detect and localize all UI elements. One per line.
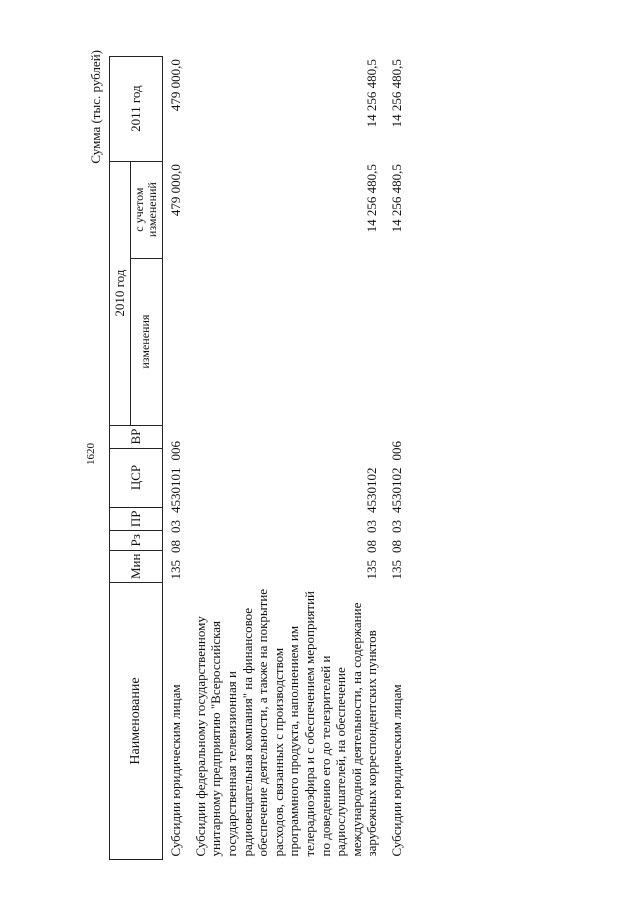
header-rz: Рз	[110, 531, 163, 550]
header-year-2011: 2011 год	[110, 56, 163, 161]
table-row	[163, 56, 188, 859]
units-label: Сумма (тыс. рублей)	[88, 50, 103, 164]
row-min: 135	[388, 560, 404, 580]
header-name: Наименование	[110, 583, 163, 860]
header-year-2010: 2010 год	[110, 161, 131, 425]
row-name: Субсидии юридическим лицам	[168, 684, 184, 857]
row-with-changes: 479 000,0	[168, 164, 184, 217]
row-name: Субсидии федеральному государственному унитарному предприятию "Всероссийская государственная телевизионная и радиовещательная компания" на финансовое обеспечение деятельности, а также на покрытие расходов, связанных с производством программного продукта, наполнением им телерадиоэфира и с обеспечением мероприятий по доведению его до телезрителей и радиослушателей, на обеспечение международной деятельности, на содержание зарубежных корреспондентских пунктов	[192, 588, 380, 857]
header-min: Мин	[110, 550, 163, 582]
row-2011: 479 000,0	[168, 59, 184, 112]
row-min: 135	[168, 560, 184, 580]
row-with-changes: 14 256 480,5	[364, 164, 380, 233]
header-vr: ВР	[110, 425, 163, 448]
row-pr: 03	[364, 520, 380, 533]
budget-table	[109, 56, 409, 860]
row-vr: 006	[168, 441, 184, 461]
row-changes	[188, 258, 384, 425]
page-number: 1620	[85, 443, 97, 465]
header-csr: ЦСР	[110, 448, 163, 507]
row-2011: 14 256 480,5	[388, 59, 404, 128]
row-codes	[163, 425, 188, 582]
row-pr: 03	[388, 520, 404, 533]
row-min: 135	[364, 560, 380, 580]
table-row	[384, 56, 409, 859]
row-codes	[384, 425, 409, 582]
row-changes	[384, 258, 409, 425]
row-vr: 006	[388, 441, 404, 461]
row-2011: 14 256 480,5	[364, 59, 380, 128]
row-pr: 03	[168, 520, 184, 533]
row-name: Субсидии юридическим лицам	[388, 684, 404, 857]
header-changes: изменения	[130, 258, 163, 425]
document-page	[85, 40, 555, 860]
table-row	[188, 56, 384, 859]
header-with-changes: с учетом изменений	[130, 161, 163, 258]
row-rz: 08	[388, 540, 404, 553]
header-pr: ПР	[110, 507, 163, 531]
row-csr: 4530102	[388, 467, 404, 513]
row-csr: 4530101	[168, 467, 184, 513]
row-csr: 4530102	[364, 467, 380, 513]
row-codes	[188, 425, 384, 582]
row-changes	[163, 258, 188, 425]
row-rz: 08	[364, 540, 380, 553]
row-rz: 08	[168, 540, 184, 553]
row-with-changes: 14 256 480,5	[388, 164, 404, 233]
